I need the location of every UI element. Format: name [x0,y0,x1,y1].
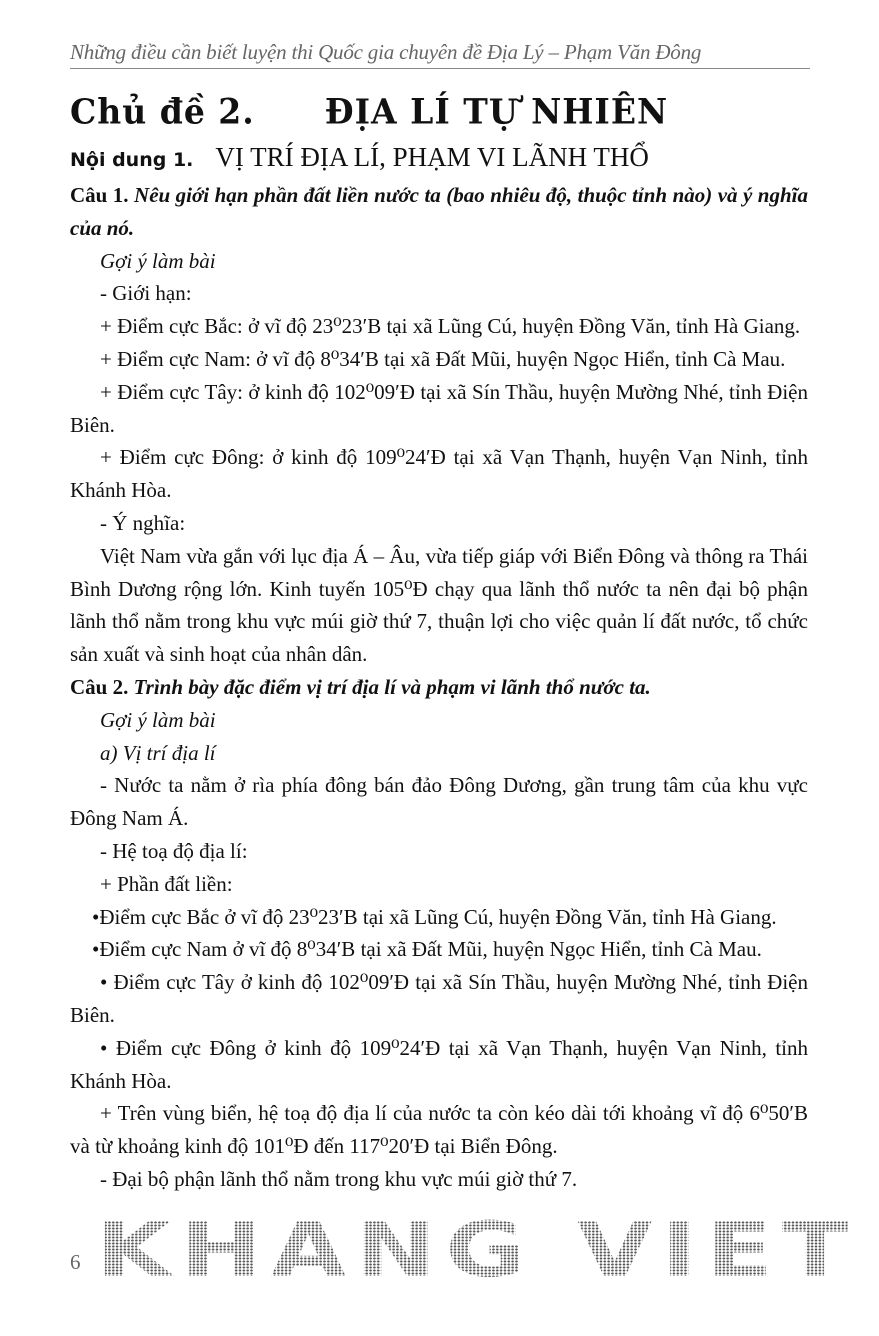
paragraph: + Điểm cực Nam: ở vĩ độ 8⁰34ʹB tại xã Đất Mũi, huyện Ngọc Hiển, tỉnh Cà Mau. [100,346,786,371]
bullet-item [70,1032,808,1098]
question-1 [70,179,808,245]
bullet-icon: • [92,937,100,962]
paragraph: Việt Nam vừa gắn với lục địa Á – Âu, vừa tiếp giáp với Biển Đông và thông ra Thái Bình Dương rộng lớn. Kinh tuyến 105⁰Đ chạy qua lãnh thổ nước ta nên đại bộ phận lãnh thổ nằm trong khu vực múi giờ thứ 7, thuận lợi cho việc quản lí đất nước, tổ chức sản xuất và sinh hoạt của nhân dân. [70,543,808,667]
paragraph: - Hệ toạ độ địa lí: [100,838,248,863]
paragraph: - Đại bộ phận lãnh thổ nằm trong khu vực múi giờ thứ 7. [100,1166,578,1191]
subheading: a) Vị trí địa lí [100,740,216,765]
bullet-text: Điểm cực Tây ở kinh độ 102⁰09ʹĐ tại xã Sín Thầu, huyện Mường Nhé, tỉnh Điện Biên. [70,970,809,1027]
paragraph: + Điểm cực Đông: ở kinh độ 109⁰24ʹĐ tại xã Vạn Thạnh, huyện Vạn Ninh, tỉnh Khánh Hòa. [70,445,808,503]
question-label: Câu 2. [70,674,129,699]
chapter-label: Chủ đề 2. [70,91,255,132]
paragraph: - Nước ta nằm ở rìa phía đông bán đảo Đông Dương, gần trung tâm của khu vực Đông Nam Á. [70,773,808,831]
chapter-title: ĐỊA LÍ TỰ NHIÊN [324,91,669,132]
hint-heading: Gợi ý làm bài [100,248,216,273]
page-body [70,179,808,1196]
section-title: VỊ TRÍ ĐỊA LÍ, PHẠM VI LÃNH THỔ [215,142,649,172]
section-heading [70,142,649,173]
question-2 [70,671,808,704]
bullet-item [70,933,808,966]
bullet-icon: • [100,1035,108,1060]
paragraph: + Phần đất liền: [100,871,233,896]
paragraph: - Giới hạn: [100,281,192,306]
question-text: Nêu giới hạn phần đất liền nước ta (bao nhiêu độ, thuộc tỉnh nào) và ý nghĩa của nó. [70,183,808,240]
paragraph: + Trên vùng biển, hệ toạ độ địa lí của nước ta còn kéo dài tới khoảng vĩ độ 6⁰50ʹB và từ khoảng kinh độ 101⁰Đ đến 117⁰20ʹĐ tại Biển Đông. [70,1101,808,1159]
bullet-icon: • [100,970,108,995]
bullet-text: Điểm cực Nam ở vĩ độ 8⁰34ʹB tại xã Đất Mũi, huyện Ngọc Hiển, tỉnh Cà Mau. [99,937,762,962]
bullet-text: Điểm cực Đông ở kinh độ 109⁰24ʹĐ tại xã Vạn Thạnh, huyện Vạn Ninh, tỉnh Khánh Hòa. [70,1035,809,1093]
hint-heading: Gợi ý làm bài [100,707,216,732]
chapter-heading [70,91,668,132]
question-label: Câu 1. [70,183,129,207]
page-number: 6 [70,1250,81,1274]
section-label: Nội dung 1. [70,149,194,171]
bullet-icon: • [92,904,100,929]
watermark-logo: KHANG VIET [96,1205,858,1294]
bullet-item [70,966,808,1032]
bullet-item [70,901,808,934]
paragraph: + Điểm cực Tây: ở kinh độ 102⁰09ʹĐ tại xã Sín Thầu, huyện Mường Nhé, tỉnh Điện Biên. [70,379,808,437]
running-header: Những điều cần biết luyện thi Quốc gia chuyên đề Địa Lý – Phạm Văn Đông [70,40,810,69]
paragraph: - Ý nghĩa: [100,510,186,535]
bullet-text: Điểm cực Bắc ở vĩ độ 23⁰23ʹB tại xã Lũng Cú, huyện Đồng Văn, tỉnh Hà Giang. [99,904,777,929]
paragraph: + Điểm cực Bắc: ở vĩ độ 23⁰23ʹB tại xã Lũng Cú, huyện Đồng Văn, tỉnh Hà Giang. [100,314,801,339]
question-text: Trình bày đặc điểm vị trí địa lí và phạm vi lãnh thổ nước ta. [133,674,651,699]
